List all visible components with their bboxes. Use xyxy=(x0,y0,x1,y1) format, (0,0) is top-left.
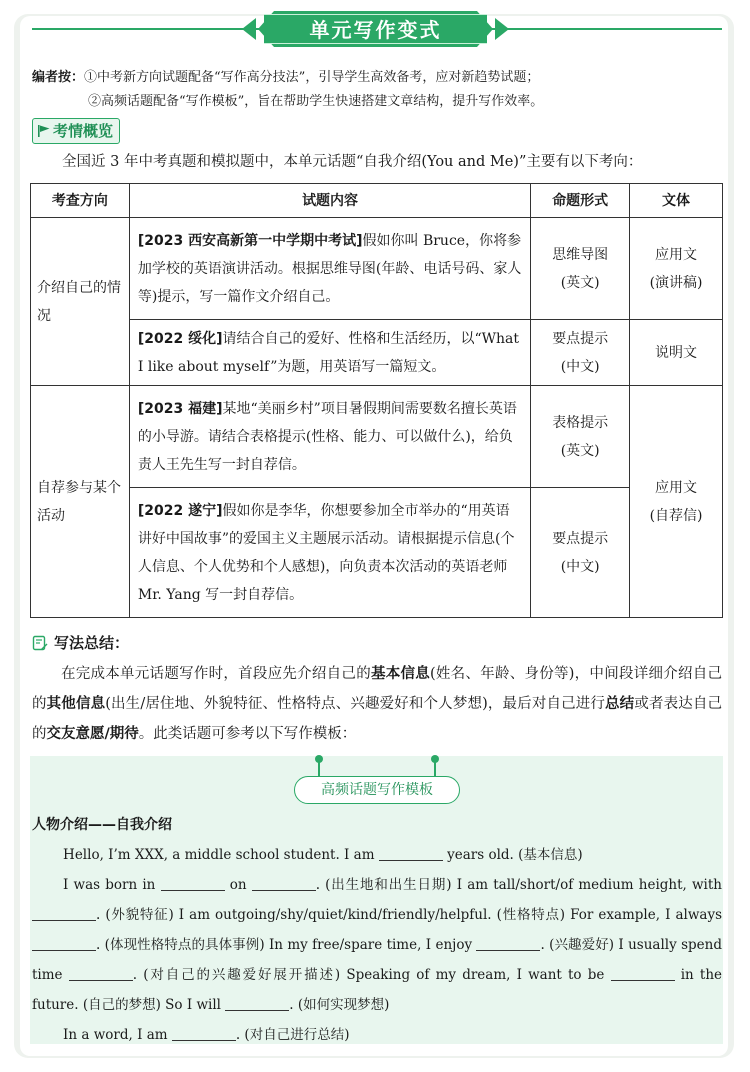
summary-paragraph xyxy=(32,659,722,749)
fill-blank xyxy=(161,876,225,891)
cell-source: [2022 绥化] xyxy=(137,330,223,347)
summary-title xyxy=(32,632,129,653)
header-form: 命题形式 xyxy=(531,184,630,218)
summary-keyword: 基本信息 xyxy=(370,666,430,682)
summary-text: (出生/居住地、外貌特征、性格特点、兴趣爱好和个人梦想)，最后对自己进行 xyxy=(105,696,606,712)
template-paragraph xyxy=(32,1020,722,1050)
header-content: 试题内容 xyxy=(129,184,530,218)
section-tag-overview xyxy=(32,118,120,144)
template-sentence: Hello, I’m XXX, a middle school student. I am xyxy=(63,847,375,863)
summary-text: 或者表达自己的 xyxy=(32,696,723,742)
cell-content xyxy=(129,218,530,320)
cell-source: [2023 西安高新第一中学期中考试] xyxy=(137,232,363,249)
template-paragraph xyxy=(32,840,722,870)
fill-blank xyxy=(611,966,675,981)
table-row xyxy=(31,386,723,488)
template-text xyxy=(32,840,722,1050)
template-sentence: . (兴趣爱好) I usually spend time xyxy=(32,937,722,983)
overview-intro: 全国近 3 年中考真题和模拟题中，本单元话题“自我介绍(You and Me)”主要有以下考向： xyxy=(62,154,643,170)
template-sentence: on xyxy=(229,877,247,893)
cell-content xyxy=(129,320,530,386)
cell-form xyxy=(531,386,630,488)
cell-genre-text: 应用文 (演讲稿) xyxy=(649,246,703,291)
template-sentence: I was born in xyxy=(63,877,156,893)
cell-form-text: 表格提示 (英文) xyxy=(552,414,609,459)
banner-rule-left xyxy=(32,28,262,30)
fill-blank xyxy=(252,876,316,891)
template-paragraph xyxy=(32,870,722,1020)
editor-note-label: 编者按 xyxy=(32,70,72,85)
template-heading: 人物介绍——自我介绍 xyxy=(32,817,172,833)
exam-table xyxy=(30,183,723,618)
table-row xyxy=(31,488,723,618)
cell-genre xyxy=(630,386,723,618)
cell-form xyxy=(531,488,630,618)
fill-blank xyxy=(32,936,96,951)
summary-text: / xyxy=(104,726,110,742)
template-sentence: . (如何实现梦想) xyxy=(289,997,390,1013)
template-sentence: years old. (基本信息) xyxy=(447,847,583,863)
cell-source: [2022 遂宁] xyxy=(137,502,223,519)
summary-keyword: 总结 xyxy=(605,696,635,712)
cell-form-text: 思维导图 (英文) xyxy=(552,246,609,291)
summary-text: (姓名、年龄、身份等)，中间段详细介绍自己的 xyxy=(32,666,723,712)
banner-rule-right xyxy=(490,28,722,30)
table-row xyxy=(31,218,723,320)
cell-genre xyxy=(630,218,723,320)
fill-blank xyxy=(32,906,96,921)
editor-note-line2: ②高频话题配备“写作模板”，旨在帮助学生快速搭建文章结构，提升写作效率。 xyxy=(88,94,544,109)
flag-icon xyxy=(37,124,51,138)
summary-text: 在完成本单元话题写作时，首段应先介绍自己的 xyxy=(61,666,371,682)
summary-title-text: 写法总结： xyxy=(54,634,130,652)
template-pill: 高频话题写作模板 xyxy=(294,776,460,804)
template-sentence: In a word, I am xyxy=(63,1027,168,1043)
pencil-note-icon xyxy=(32,635,48,651)
table-header-row xyxy=(31,184,723,218)
cell-direction: 自荐参与某个活动 xyxy=(31,386,130,618)
cell-genre xyxy=(630,320,723,386)
template-sentence: . (对自己进行总结) xyxy=(235,1027,350,1043)
summary-keyword: 期待 xyxy=(109,726,139,742)
pin-icon xyxy=(434,757,436,777)
summary-text: 。此类话题可参考以下写作模板： xyxy=(138,726,357,742)
fill-blank xyxy=(225,996,289,1011)
cell-genre-text: 说明文 xyxy=(655,344,698,361)
template-sentence: . (外貌特征) I am outgoing/shy/quiet/kind/friendly/helpful. (性格特点) For example, I always xyxy=(96,907,722,923)
fill-blank xyxy=(379,846,443,861)
template-sentence: . (对自己的兴趣爱好展开描述) Speaking of my dream, I want to be xyxy=(132,967,605,983)
fill-blank xyxy=(476,936,540,951)
summary-keyword: 其他信息 xyxy=(46,696,106,712)
editor-note-line1: ①中考新方向试题配备“写作高分技法”，引导学生高效备考，应对新趋势试题； xyxy=(84,70,540,85)
cell-genre-text: 应用文 (自荐信) xyxy=(649,479,703,524)
summary-keyword: 交友意愿 xyxy=(46,726,105,742)
cell-form xyxy=(531,320,630,386)
table-row xyxy=(31,320,723,386)
cell-form-text: 要点提示 (中文) xyxy=(552,330,609,375)
header-direction: 考查方向 xyxy=(31,184,130,218)
header-genre: 文体 xyxy=(630,184,723,218)
cell-text: 假如你是李华，你想要参加全市举办的“用英语讲好中国故事”的爱国主义主题展示活动。请根据提示信息(个人信息、个人优势和个人感想)，向负责本次活动的英语老师 Mr. Yang 写一封自荐信。 xyxy=(137,502,515,603)
cell-text: 假如你叫 Bruce，你将参加学校的英语演讲活动。根据思维导图(年龄、电话号码、家人等)提示，写一篇作文介绍自己。 xyxy=(137,232,522,305)
template-sentence: . (体现性格特点的具体事例) In my free/spare time, I enjoy xyxy=(96,937,473,953)
cell-text: 请结合自己的爱好、性格和生活经历，以“What I like about myself”为题，用英语写一篇短文。 xyxy=(137,330,520,375)
editor-note: 编者按：①中考新方向试题配备“写作高分技法”，引导学生高效备考，应对新趋势试题； ②高频话题配备“写作模板”，旨在帮助学生快速搭建文章结构，提升写作效率。 xyxy=(32,66,722,114)
page-title: 单元写作变式 xyxy=(264,14,487,44)
cell-direction: 介绍自己的情况 xyxy=(31,218,130,386)
cell-content xyxy=(129,488,530,618)
fill-blank xyxy=(172,1026,236,1041)
template-sentence: in the future. (自己的梦想) So I will xyxy=(32,967,723,1013)
cell-text: 某地“美丽乡村”项目暑假期间需要数名擅长英语的小导游。请结合表格提示(性格、能力、可以做什么)，给负责人王先生写一封自荐信。 xyxy=(137,400,517,473)
cell-content xyxy=(129,386,530,488)
fill-blank xyxy=(69,966,133,981)
cell-source: [2023 福建] xyxy=(137,400,223,417)
cell-form-text: 要点提示 (中文) xyxy=(552,530,609,575)
section-tag-label: 考情概览 xyxy=(53,122,114,140)
pin-icon xyxy=(318,757,320,777)
cell-form xyxy=(531,218,630,320)
template-sentence: . (出生地和出生日期) I am tall/short/of medium height, with xyxy=(315,877,722,893)
